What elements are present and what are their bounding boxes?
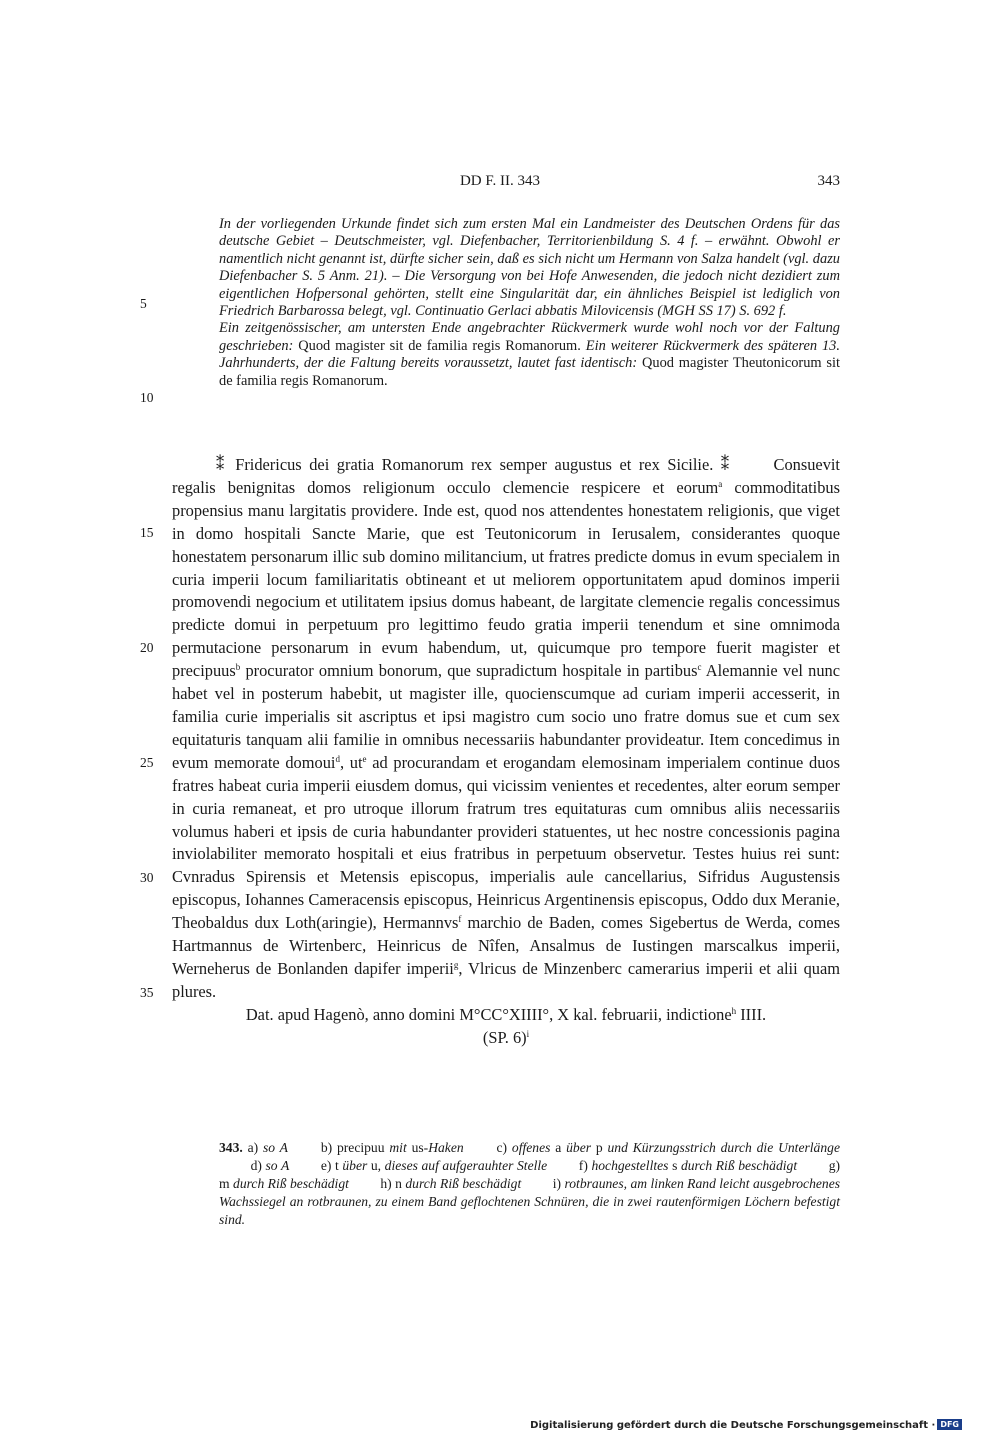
footnote-marker: b bbox=[235, 662, 241, 673]
footnote-marker: d bbox=[335, 753, 340, 764]
footnote-marker: a bbox=[718, 478, 723, 489]
dorsal-note-quote: Quod magister sit de familia regis Romanorum. bbox=[298, 337, 581, 354]
charter-body: ⁑ Fridericus dei gratia Romanorum rex semper augustus et rex Sicilie. ⁑ Consuevit regalis benignitas domos religionum occulo clemencie respicere et eorum$^a$ commoditatibus propensius manu largitatis providere. Inde est, quod nos attendentes honestatem religionis, que viget in domo hospitali Sancte Marie, que est Teutonicorum in Ierusalem, considerantes quoque honestatem personarum illic sub domino militancium, ut fratres predicte domus in evum specialem in curia imperii locum familiaritatis obtineant et ut meliorem opportunitatem apud dominos imperii promovendi negocium et utilitatem ipsius domus habeant, de largitate clemencie regalis concessimus predicte domui in perpetuum pro legittimo feudo gratia imperii tenendum et sine omnimoda permutacione personarum in evum habendum, ut, quicumque pro tempore fuerit magister et precipuus$^b$ procurator omnium bonorum, que supradictum hospitale in partibus$^c$ Alemannie vel nunc habet vel in posterum habebit, ut magister ille, quocienscumque ad curiam imperii accesserit, in familia curie imperialis sit ascriptus et ipsi magistro cum socio uno fratre domus sue et cum sex equitaturis tanquam alii familie in omnibus necessariis habundanter provideatur. Item concedimus in evum memorate domoui$^d$, $ut^e$ ad procurandam et erogandam elemosinam imperialem continue duos fratres habeat curia imperii eiusdem domus, qui vicissim venientes et recedentes, alter eorum semper in curia remaneat, et pro utroque illorum fratrum tres equitaturas cum omnibus aliis necessariis volumus haberi et ipsis de curia habundanter provideri statuentes, ut hec nostre concessionis pagina inviolabiliter memorato hospitali et eius fratribus in perpetuum observetur. Testes huius rei sunt: Cvnradus Spirensis et Metensis episcopus, imperialis aule cancellarius, Sifridus Augustensis episcopus, Iohannes Cameracensis episcopus, Heinricus Argentinensis episcopus, Oddo dux Meranie, Theobaldus dux Loth(aringie), Hermannvs$^f$ marchio de Baden, comes Sigebertus de Werda, comes Hartmannus de Wirtenberc, Heinricus de Nîfen, Ansalmus de Iustingen marscalkus imperii, Werneherus de Bonlanden dapifer imperii$^g$, Vlricus de Minzenberc camerarius imperii et alii quam plures. bbox=[172, 455, 840, 1001]
line-number: 35 bbox=[140, 985, 154, 1000]
commentary-text: Ein zeitgenössischer, am untersten Ende angebrachter Rückvermerk wurde wohl noch vor der Faltung geschrieben: bbox=[219, 320, 840, 354]
critical-apparatus: 343. a) so A b) precipuu mit us-Haken c) offenes a über p und Kürzungsstrich durch die Unterlänge d) so A e) t über u, dieses auf aufgerauhter Stelle f) hochgestelltes s durch Riß beschädigt g) m durch Riß beschädigt h) n durch Riß beschädigt i) rotbraunes, am linken Rand leicht ausgebrochenes Wachssiegel an rotbraunen, zu einem Band geflochtenen Schnüren, die in zwei rautenförmigen Löchern befestigt sind. bbox=[219, 1140, 841, 1227]
document-number: 343. bbox=[219, 1140, 243, 1155]
commentary-paragraph: In der vorliegenden Urkunde findet sich zum ersten Mal ein Landmeister des Deutschen Ordens für das deutsche Gebiet – Deutschmeister, vgl. Diefenbacher, Territorienbildung S. 4 f. – erwähnt. Obwohl er namentlich nicht genannt ist, dürfte sicher sein, daß es sich nicht um Hermann von Salza handelt (vgl. dazu Diefenbacher S. 5 Anm. 21). – Die Versorgung von bei Hofe Anwesenden, die jedoch nicht dezidiert zum eigentlichen Hofpersonal gehörten, stellt eine Singularität dar, ein ähnliches Beispiel ist lediglich von Friedrich Barbarossa belegt, vgl. Continuatio Gerlaci abbatis Milovicensis (MGH SS 17) S. 692 f. bbox=[219, 216, 840, 320]
intitulatio: ⁑ Fridericus dei gratia Romanorum rex semper augustus et rex Sicilie. ⁑ bbox=[216, 455, 733, 474]
running-title: DD F. II. 343 bbox=[459, 173, 541, 189]
dating-clause: Dat. apud Hagenò, anno domini M°CC°XIIII°, X kal. februarii, indictione$^h$ IIII. bbox=[245, 1004, 767, 1024]
footnote-marker: g bbox=[453, 959, 459, 970]
commentary-notes bbox=[219, 216, 840, 390]
line-number: 15 bbox=[140, 525, 154, 540]
footnote-marker: c bbox=[697, 662, 702, 673]
line-number: 20 bbox=[140, 640, 154, 655]
footnote-marker: h bbox=[731, 1005, 737, 1016]
funding-credit-text: Digitalisierung gefördert durch die Deutsche Forschungsgemeinschaft · bbox=[530, 1420, 936, 1431]
dfg-logo: DFG bbox=[937, 1419, 962, 1430]
commentary-text: Ein weiterer Rückvermerk des späteren 13. Jahrhunderts, der die Faltung bereits voraussetzt, lautet fast identisch: bbox=[219, 337, 840, 372]
funding-credit bbox=[530, 1419, 962, 1431]
footnote-marker: f bbox=[458, 914, 462, 925]
line-number: 5 bbox=[140, 296, 147, 311]
charter-text bbox=[172, 454, 840, 1050]
dorsal-note-quote: Quod magister Theutonicorum sit de familia regis Romanorum. bbox=[219, 355, 840, 389]
footnote-marker: i bbox=[526, 1028, 530, 1039]
line-number: 25 bbox=[140, 755, 154, 770]
line-number: 30 bbox=[140, 870, 154, 885]
footnote-marker: e bbox=[362, 753, 367, 764]
commentary-paragraph bbox=[219, 320, 840, 390]
line-number: 10 bbox=[140, 390, 154, 405]
seal-note: (SP. 6)$^i$ bbox=[482, 1027, 530, 1047]
page-number: 343 bbox=[817, 173, 840, 189]
